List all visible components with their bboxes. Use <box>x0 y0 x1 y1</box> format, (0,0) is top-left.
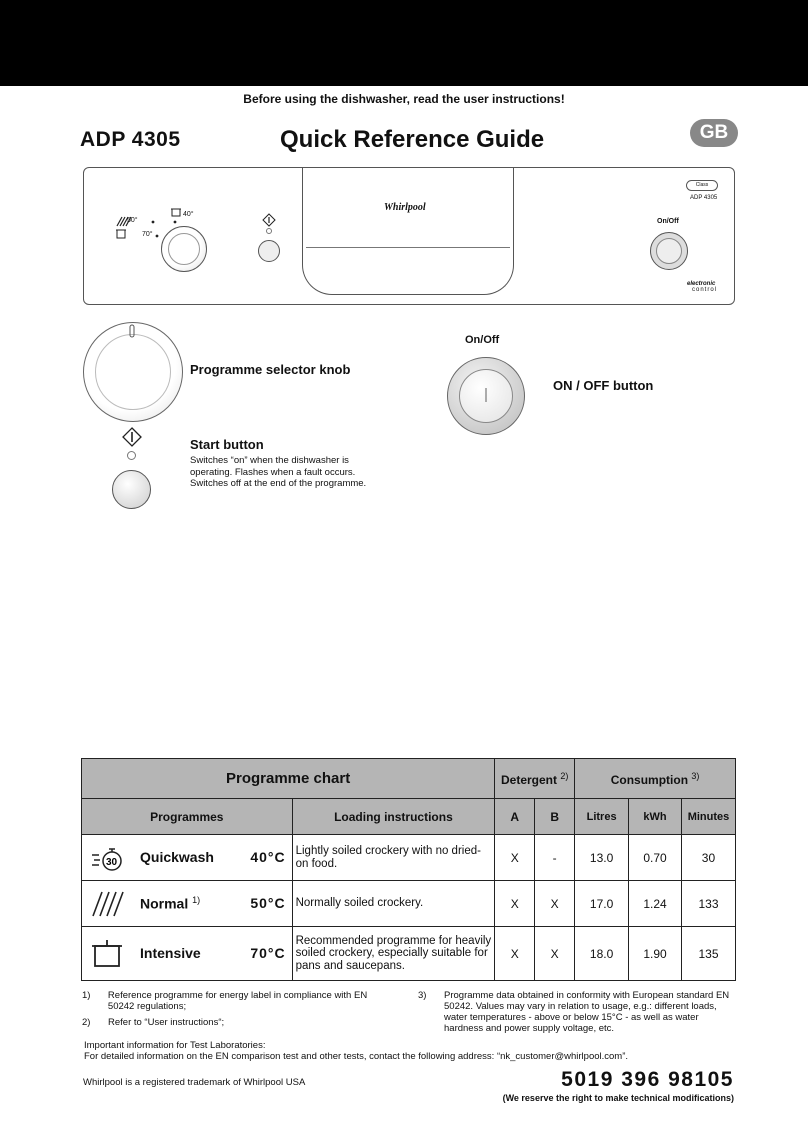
door-divider <box>306 247 510 248</box>
minutes-value: 135 <box>681 927 735 981</box>
detergent-b-value: X <box>535 881 575 927</box>
model-number: ADP 4305 <box>80 128 181 151</box>
programme-cell <box>82 835 293 881</box>
pot-icon <box>116 230 126 238</box>
programme-temp: 50°C <box>250 895 286 911</box>
col-programmes: Programmes <box>82 799 293 835</box>
table-row <box>82 835 736 881</box>
temp-40-label: 40° <box>183 211 194 218</box>
footnote-1 <box>82 990 392 1012</box>
start-button-description <box>190 455 366 490</box>
loading-instructions: Normally soiled crockery. <box>292 881 495 927</box>
detergent-header <box>495 759 575 799</box>
table-row <box>82 927 736 981</box>
knob-indicator-icon <box>128 324 136 338</box>
minutes-value: 30 <box>681 835 735 881</box>
programme-temp: 70°C <box>250 945 286 961</box>
litres-value: 17.0 <box>575 881 629 927</box>
detergent-b-value: X <box>535 927 575 981</box>
start-icon <box>262 213 276 227</box>
loading-instructions: Lightly soiled crockery with no dried-on food. <box>292 835 495 881</box>
start-button-label: Start button <box>190 437 264 452</box>
onoff-button-label: ON / OFF button <box>553 378 654 393</box>
col-litres: Litres <box>575 799 629 835</box>
knob-label: Programme selector knob <box>190 362 351 377</box>
footnote-text: Reference programme for energy label in compliance with EN 50242 regulations; <box>107 990 368 1012</box>
trademark-note: Whirlpool is a registered trademark of Whirlpool USA <box>83 1077 306 1088</box>
programme-name: Intensive <box>140 945 201 961</box>
programme-note: 1) <box>192 895 201 905</box>
warning-text: Before using the dishwasher, read the user instructions! <box>243 92 565 106</box>
start-icon <box>122 427 142 447</box>
detergent-note: 2) <box>560 770 569 781</box>
programme-name: Normal <box>140 895 189 912</box>
detergent-b-value: - <box>535 835 575 881</box>
normal-wash-icon <box>90 888 126 920</box>
power-icon <box>472 382 500 410</box>
col-minutes: Minutes <box>681 799 735 835</box>
kwh-value: 1.90 <box>629 927 682 981</box>
door-handle-recess <box>302 167 514 295</box>
footnote-3 <box>418 990 736 1034</box>
technical-reserve-note: (We reserve the right to make technical modifications) <box>502 1093 734 1103</box>
footnote-number: 3) <box>418 990 427 1001</box>
programme-temp: 40°C <box>250 849 286 865</box>
pot-icon <box>90 938 124 970</box>
lab-info-text: For detailed information on the EN comparison test and other tests, contact the following address: “nk_customer@whirlpool.com”. <box>84 1051 629 1062</box>
programme-cell <box>82 927 293 981</box>
panel-onoff-label: On/Off <box>657 218 679 225</box>
programme-name-wrap <box>140 895 200 912</box>
footnote-number: 2) <box>82 1017 91 1028</box>
control-label: control <box>692 287 718 293</box>
onoff-heading: On/Off <box>465 334 500 346</box>
panel-selector-knob-inner <box>168 233 200 265</box>
lab-info-title: Important information for Test Laboratories: <box>84 1040 266 1051</box>
panel-model-label: ADP 4305 <box>690 195 718 201</box>
litres-value: 13.0 <box>575 835 629 881</box>
loading-instructions: Recommended programme for heavily soiled crockery, especially suitable for pans and saucepans. <box>292 927 495 981</box>
brand-logo: Whirlpool <box>384 202 426 213</box>
programme-chart <box>81 758 736 981</box>
detergent-a-value: X <box>495 835 535 881</box>
footnote-number: 1) <box>82 990 91 1001</box>
table-row <box>82 881 736 927</box>
programme-selector-knob-face <box>95 334 171 410</box>
energy-class-badge: Class <box>686 180 718 191</box>
consumption-label: Consumption <box>610 772 689 787</box>
programme-cell <box>82 881 293 927</box>
temp-50-label: 50° <box>127 217 138 224</box>
minutes-value: 133 <box>681 881 735 927</box>
detergent-a-value: X <box>495 881 535 927</box>
start-led <box>127 451 136 460</box>
consumption-header <box>575 759 736 799</box>
col-detergent-b: B <box>535 799 575 835</box>
panel-start-button <box>258 240 280 262</box>
consumption-note: 3) <box>691 770 700 781</box>
panel-start-led <box>266 228 272 234</box>
svg-text:30: 30 <box>106 857 118 868</box>
start-desc-line: Switches off at the end of the programme. <box>190 478 367 489</box>
kwh-value: 0.70 <box>629 835 682 881</box>
selector-dot <box>152 221 155 224</box>
start-button <box>112 470 151 509</box>
footnote-2 <box>82 1017 392 1028</box>
footnote-text: Refer to “User instructions“; <box>108 1017 225 1028</box>
start-desc-line: operating. Flashes when a fault occurs. <box>190 466 356 478</box>
part-number: 5019 396 98105 <box>561 1068 734 1091</box>
panel-onoff-button-inner <box>656 238 682 264</box>
top-black-band <box>0 0 808 86</box>
detergent-label: Detergent <box>501 772 558 787</box>
footnote-text: Programme data obtained in conformity with European standard EN 50242. Values may vary in relation to usage, e.g.: different loads, water temperatures - above or below 15°C - as well as water hardness and power supply voltage, etc. <box>444 990 730 1034</box>
electronic-label: electronic <box>687 281 716 287</box>
selector-dot <box>174 221 177 224</box>
lab-info <box>84 1040 736 1062</box>
language-badge: GB <box>690 119 738 147</box>
selector-dot <box>156 235 159 238</box>
programme-name: Quickwash <box>140 849 214 865</box>
detergent-a-value: X <box>495 927 535 981</box>
temp-70-label: 70° <box>142 231 153 238</box>
litres-value: 18.0 <box>575 927 629 981</box>
col-loading: Loading instructions <box>292 799 495 835</box>
col-detergent-a: A <box>495 799 535 835</box>
start-desc-line: Switches “on” when the dishwasher is <box>190 455 349 466</box>
chart-title: Programme chart <box>82 759 495 799</box>
col-kwh: kWh <box>629 799 682 835</box>
quickwash-30-icon <box>90 843 126 873</box>
quickwash-icon <box>171 209 181 216</box>
page-title: Quick Reference Guide <box>280 126 545 153</box>
kwh-value: 1.24 <box>629 881 682 927</box>
